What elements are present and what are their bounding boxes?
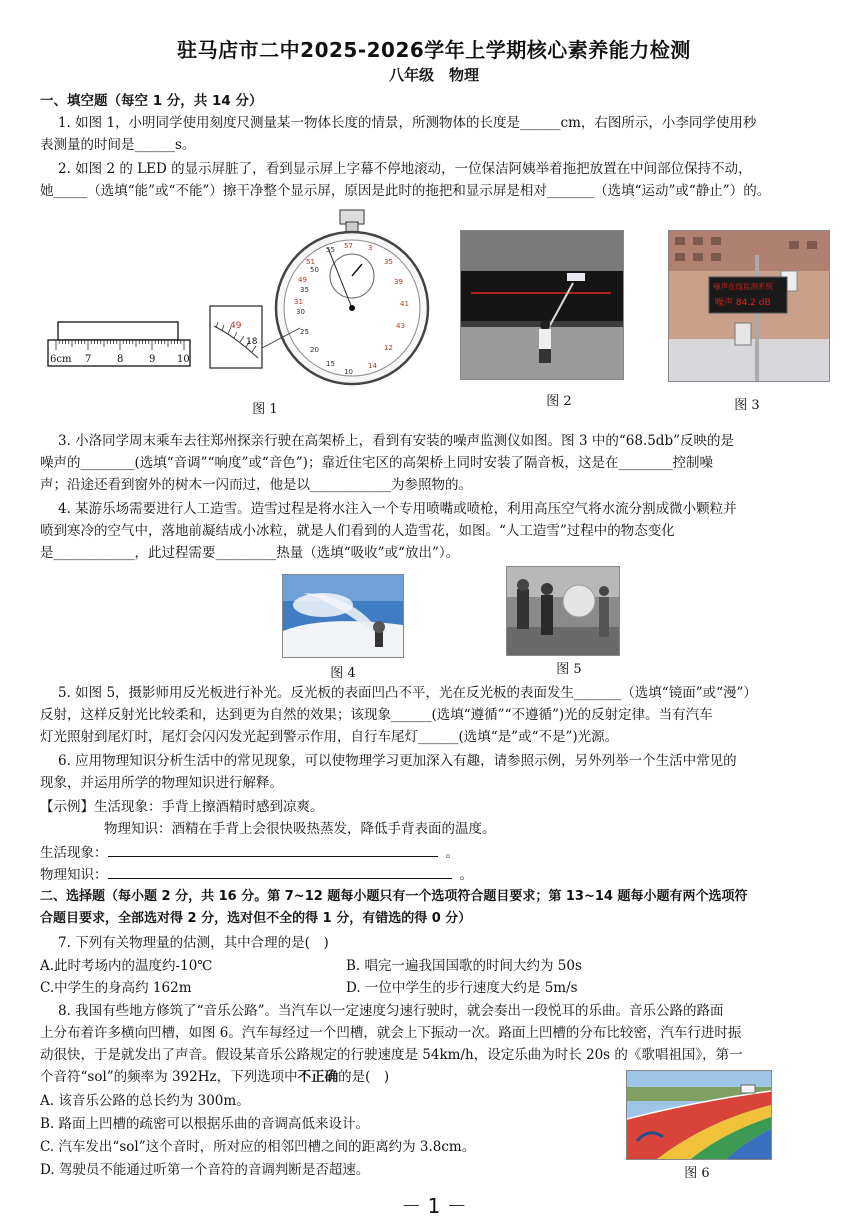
- physics-knowledge-label: 物理知识：: [40, 867, 108, 883]
- life-phenomenon-blank[interactable]: [108, 842, 438, 857]
- q6-line2: 现象，并运用所学的物理知识进行解释。: [40, 775, 283, 791]
- svg-text:41: 41: [400, 300, 409, 308]
- stopwatch: [276, 210, 428, 384]
- svg-text:10: 10: [344, 368, 353, 376]
- q8-line4-pre: 个音符“sol”的频率为 392Hz，下列选项中: [40, 1069, 298, 1085]
- ruler-label-6cm: 6cm: [50, 354, 72, 365]
- q1-line2: 表测量的时间是______s。: [40, 137, 196, 153]
- q8-line2: 上分布着许多横向凹槽，如图 6。汽车每经过一个凹槽，就会上下振动一次。路面上凹槽的分布比较密，汽车行进时振: [40, 1025, 742, 1041]
- page-number: － 1 －: [401, 1194, 467, 1218]
- physics-knowledge-row: [40, 864, 840, 886]
- q8-line1: 8. 我国有些地方修筑了“音乐公路”。当汽车以一定速度匀速行驶时，就会奏出一段悦耳的乐曲。音乐公路的路面: [58, 1003, 724, 1019]
- figure-6-caption: 图 6: [684, 1166, 710, 1181]
- dial-number-49: 49: [230, 321, 242, 331]
- svg-text:30: 30: [296, 308, 305, 316]
- noise-sign-reading: 噪声 84.2 dB: [715, 298, 771, 308]
- svg-text:39: 39: [394, 278, 403, 286]
- dial-number-18: 18: [246, 337, 258, 347]
- q7-option-d: D. 一位中学生的步行速度大约是 5m/s: [346, 980, 578, 996]
- life-phenomenon-row: [40, 842, 840, 864]
- figure-2-caption: 图 2: [546, 394, 572, 409]
- q7-option-c: C.中学生的身高约 162m: [40, 980, 192, 996]
- q4-line1: 4. 某游乐场需要进行人工造雪。造雪过程是将水注入一个专用喷嘴或喷枪，利用高压空气将水流分割成微小颗粒并: [58, 501, 737, 517]
- q8-emphasis-not-correct: 不正确: [297, 1069, 339, 1085]
- svg-text:57: 57: [344, 242, 353, 250]
- section2-heading-line1: 二、选择题（每小题 2 分，共 16 分。第 7~12 题每小题只有一个选项符合题目要求；第 13~14 题每小题有两个选项符: [40, 889, 748, 904]
- q1-line1: 1. 如图 1，小明同学使用刻度尺测量某一物体长度的情景，所测物体的长度是______cm，右图所示，小李同学使用秒: [58, 115, 757, 131]
- q3-line2: 噪声的________(选填“音调”“响度”或“音色”)；靠近住宅区的高架桥上同时安装了隔音板，这是在________控制噪: [40, 455, 713, 471]
- example-line2: 物理知识：酒精在手背上会很快吸热蒸发，降低手背表面的温度。: [104, 821, 496, 837]
- q5-line2: 反射，这样反射光比较柔和，达到更为自然的效果；该现象______(选填“遵循”“不遵循”)光的反射定律。当有汽车: [40, 707, 713, 723]
- figure-4-caption: 图 4: [330, 666, 356, 681]
- svg-text:15: 15: [326, 360, 335, 368]
- figure-6: [626, 1070, 772, 1160]
- life-phenomenon-label: 生活现象：: [40, 845, 108, 861]
- q8-option-b: B. 路面上凹槽的疏密可以根据乐曲的音调高低来设计。: [40, 1116, 370, 1132]
- figure-3: [668, 230, 830, 382]
- physics-knowledge-blank[interactable]: [108, 864, 452, 879]
- q7-option-b: B. 唱完一遍我国国歌的时间大约为 50s: [346, 958, 582, 974]
- svg-text:35: 35: [300, 286, 309, 294]
- q4-line3: 是____________，此过程需要_________热量（选填“吸收”或“放出”）。: [40, 545, 460, 561]
- q6-line1: 6. 应用物理知识分析生活中的常见现象，可以使物理学习更加深入有趣，请参照示例，另外列举一个生活中常见的: [58, 753, 737, 769]
- svg-text:31: 31: [294, 298, 303, 306]
- figure-5-caption: 图 5: [556, 662, 582, 677]
- figure-1: [44, 208, 444, 394]
- figure-2: [460, 230, 624, 380]
- ruler-label-10: 10: [177, 354, 190, 365]
- figure-3-caption: 图 3: [734, 398, 760, 413]
- measured-object: [58, 322, 178, 340]
- figure-1-caption: 图 1: [252, 402, 278, 417]
- figure-4: [282, 574, 404, 658]
- svg-text:49: 49: [298, 276, 307, 284]
- q8-option-a: A. 该音乐公路的总长约为 300m。: [40, 1093, 250, 1109]
- section2-heading-line2: 合题目要求，全部选对得 2 分，选对但不全的得 1 分，有错选的得 0 分）: [40, 911, 472, 926]
- q8-line4-post: 的是( ): [338, 1069, 390, 1085]
- life-phenomenon-period: 。: [445, 845, 459, 861]
- q8-option-c: C. 汽车发出“sol”这个音时，所对应的相邻凹槽之间的距离约为 3.8cm。: [40, 1139, 476, 1155]
- q8-option-d: D. 驾驶员不能通过听第一个音符的音调判断是否超速。: [40, 1162, 370, 1178]
- q7-stem: 7. 下列有关物理量的估测，其中合理的是( ): [58, 935, 329, 951]
- ruler-label-7: 7: [85, 354, 92, 365]
- svg-text:51: 51: [306, 258, 315, 266]
- ruler-label-8: 8: [117, 354, 124, 365]
- q5-line1: 5. 如图 5，摄影师用反光板进行补光。反光板的表面凹凸不平，光在反光板的表面发生_______（选填“镜面”或“漫”）: [58, 685, 757, 701]
- svg-text:14: 14: [368, 362, 377, 370]
- svg-text:43: 43: [396, 322, 405, 330]
- q2-line1: 2. 如图 2 的 LED 的显示屏脏了，看到显示屏上字幕不停地滚动，一位保洁阿姨举着拖把放置在中间部位保持不动，: [58, 161, 752, 177]
- svg-text:50: 50: [310, 266, 319, 274]
- page-title: 驻马店市二中2025-2026学年上学期核心素养能力检测: [177, 38, 691, 62]
- q4-line2: 喷到寒冷的空气中，落地前凝结成小冰粒，就是人们看到的人造雪花，如图。“人工造雪”过程中的物态变化: [40, 523, 675, 539]
- ruler-label-9: 9: [149, 354, 156, 365]
- section1-heading: 一、填空题（每空 1 分，共 14 分）: [40, 93, 263, 109]
- svg-text:3: 3: [368, 244, 373, 252]
- page-subtitle: 八年级 物理: [388, 66, 479, 84]
- q2-line2: 她_____（选填“能”或“不能”）擦干净整个显示屏，原因是此时的拖把和显示屏是相对_______（选填“运动”或“静止”）的。: [40, 183, 771, 199]
- q3-line3: 声；沿途还看到窗外的树木一闪而过，他是以____________为参照物的。: [40, 477, 472, 493]
- q5-line3: 灯光照射到尾灯时，尾灯会闪闪发光起到警示作用，自行车尾灯______(选填“是”或“不是”)光源。: [40, 729, 619, 745]
- q7-option-a: A.此时考场内的温度约-10℃: [40, 958, 213, 974]
- svg-text:20: 20: [310, 346, 319, 354]
- q8-line3: 动很快，于是就发出了声音。假设某音乐公路规定的行驶速度是 54km/h，设定乐曲为时长 20s 的《歌唱祖国》，第一: [40, 1047, 743, 1063]
- svg-text:55: 55: [326, 246, 335, 254]
- svg-text:25: 25: [300, 328, 309, 336]
- example-line1: 【示例】生活现象：手背上擦酒精时感到凉爽。: [40, 799, 324, 815]
- q3-line1: 3. 小洛同学周末乘车去往郑州探亲行驶在高架桥上，看到有安装的噪声监测仪如图。图 3 中的“68.5db”反映的是: [58, 433, 734, 449]
- physics-knowledge-period: 。: [459, 867, 473, 883]
- noise-sign-title: 噪声在线监测系统: [713, 282, 773, 291]
- svg-text:35: 35: [384, 258, 393, 266]
- figure-5: [506, 566, 620, 656]
- svg-text:12: 12: [384, 344, 393, 352]
